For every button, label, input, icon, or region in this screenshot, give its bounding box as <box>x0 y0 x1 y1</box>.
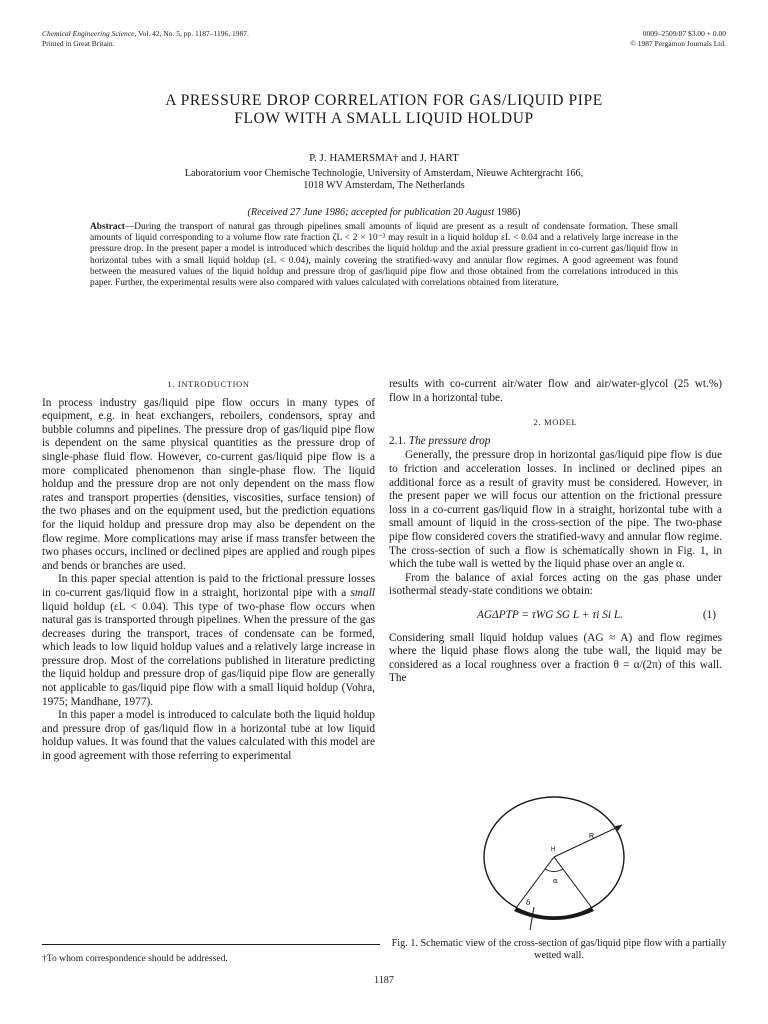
section-heading-model: 2. MODEL <box>533 418 578 428</box>
journal-volume: , Vol. 42, No. 5, pp. 1187–1196, 1987. <box>134 29 249 38</box>
subsection-heading <box>389 435 722 449</box>
footnote-rule <box>42 944 380 945</box>
film-thickness-pointer <box>530 907 534 930</box>
angle-arc <box>545 869 563 872</box>
accepted-day: 20 <box>450 207 466 218</box>
intro-p2-end: liquid holdup (εL < 0.04). This type of two-phase flow occurs when natural gas is transported through pipelines. When the pressure of the gas decreases during the transport, traces of condensate can be formed, which leads to low liquid holdup values and a relatively large increase in pressure drop. Most of the correlations published in literature predicting the liquid holdup and pressure drop of gas/liquid pipe flow are generally not applicable to gas/liquid pipe flow with a small liquid holdup (Vohra, 1975; Mandhane, 1977). <box>42 600 375 708</box>
left-column <box>42 378 375 764</box>
model-paragraph-1: Generally, the pressure drop in horizontal gas/liquid pipe flow is due to friction and acceleration losses. In inclined or declined pipes an additional force as a result of gravity must be considered. However, in the present paper we will focus our attention on the frictional pressure loss in a co-current gas/liquid flow in a straight, horizontal tube with a small amount of liquid in the cross-section of the pipe. The two-phase pipe flow considered covers the stratified-wavy and annular flow regime. The cross-section of such a flow is schematically shown in Fig. 1, in which the tube wall is wetted by the liquid phase over an angle α. <box>389 449 722 571</box>
journal-name: Chemical Engineering Science <box>42 29 135 38</box>
subsection-title: The pressure drop <box>408 434 491 447</box>
accepted-label: accepted for publication <box>351 207 451 218</box>
abstract-heading: Abstract <box>90 222 125 232</box>
affiliation <box>100 168 668 192</box>
running-header-left <box>42 29 249 48</box>
received-close: 1986) <box>494 207 521 218</box>
label-alpha: α <box>553 877 558 885</box>
figure-1-caption: Fig. 1. Schematic view of the cross-section of gas/liquid pipe flow with a partially wetted wall. <box>391 938 727 961</box>
equation-number: (1) <box>702 608 716 621</box>
affiliation-line-1: Laboratorium voor Chemische Technologie, University of Amsterdam, Nieuwe Achtergracht 166, <box>184 168 584 179</box>
authors: P. J. HAMERSMA† and J. HART <box>309 152 459 164</box>
title-line-2: FLOW WITH A SMALL LIQUID HOLDUP <box>234 110 534 127</box>
running-header-right <box>630 29 726 48</box>
figure-1-diagram <box>452 795 656 937</box>
affiliation-line-2: 1018 WV Amsterdam, The Netherlands <box>303 180 465 191</box>
abstract-text: —During the transport of natural gas through pipelines small amounts of liquid are present as a result of condensate formation. These small amounts of liquid corresponding to a volume flow rate fraction ζL < 2 × 10⁻³ may result in a liquid holdup εL < 0.04 and a relatively large increase in the pressure drop. In the present paper a model is introduced which describes the liquid holdup and the axial pressure gradient in co-current gas/liquid flow in horizontal tubes with a small liquid holdup (εL < 0.04), mainly covering the stratified-wavy and annular flow regimes. A good agreement was found between the measured values of the liquid holdup and pressure drop of gas/liquid pipe flow and those obtained from the correlations introduced in this paper. Further, the experimental results were also compared with values calculated with correlations obtained from literature. <box>90 222 678 289</box>
intro-p2-emphasis: small <box>350 586 375 599</box>
journal-citation <box>42 29 249 39</box>
received-mid: 1986; <box>322 207 352 218</box>
intro-p2-start: In this paper special attention is paid to the frictional pressure losses in co-current gas/liquid flow in a straight, horizontal pipe with a <box>42 573 375 599</box>
received-dates <box>0 207 768 218</box>
label-R: R <box>589 833 595 840</box>
liquid-film <box>514 908 594 920</box>
intro-continuation: results with co-current air/water flow and air/water-glycol (25 wt.%) flow in a horizontal tube. <box>389 378 722 404</box>
wetted-angle-left-line <box>516 857 554 908</box>
title-line-1: A PRESSURE DROP CORRELATION FOR GAS/LIQUID PIPE <box>165 92 603 109</box>
subsection-number: 2.1. <box>389 434 409 447</box>
received-month: June <box>302 207 323 218</box>
equation-body: AGΔPTP = τWG SG L + τi Si L. <box>477 608 623 621</box>
section-heading-introduction: 1. INTRODUCTION <box>167 380 250 389</box>
right-column <box>389 378 722 686</box>
label-delta: δ <box>526 899 531 907</box>
article-code: 0009–2509/87 $3.00 + 0.00 <box>642 29 726 38</box>
model-paragraph-3: Considering small liquid holdup values (AG ≈ A) and flow regimes where the liquid phase flows along the tube wall, the liquid may be considered as a local roughness over a fraction θ = α/(2π) of this wall. The <box>389 631 722 685</box>
received-open: (Received 27 <box>247 207 303 218</box>
model-paragraph-2: From the balance of axial forces acting on the gas phase under isothermal steady-state conditions we obtain: <box>389 571 722 598</box>
printed-in: Printed in Great Britain. <box>42 38 115 48</box>
paper-title <box>80 92 688 128</box>
copyright: © 1987 Pergamon Journals Ltd. <box>630 38 726 48</box>
label-H: H <box>551 847 556 853</box>
equation-1 <box>477 609 716 623</box>
wetted-angle-right-line <box>554 857 592 908</box>
footnote: †To whom correspondence should be addressed. <box>42 953 228 964</box>
radius-line <box>554 825 622 857</box>
abstract <box>90 222 678 289</box>
intro-paragraph-2 <box>42 573 375 709</box>
intro-paragraph-3: In this paper a model is introduced to calculate both the liquid holdup and pressure drop of gas/liquid flow in a horizontal tube at low liquid holdup values. It was found that the values calculated with this model are in good agreement with those referring to experimental <box>42 709 375 763</box>
accepted-month: August <box>465 207 495 218</box>
page-number: 1187 <box>374 975 394 986</box>
intro-paragraph-1: In process industry gas/liquid pipe flow occurs in many types of equipment, e.g. in heat exchangers, reboilers, condensors, spray and bubble columns and pipelines. The pressure drop of gas/liquid pipe flow is dependent on the same physical quantities as the pressure drop of single-phase fluid flow. However, co-current gas/liquid pipe flow is a more complicated phenomenon than single-phase flow. The liquid holdup and the pressure drop are not only dependent on the mass flow rates and transport properties (densities, viscosities, surface tension) of the two phases and on the equipment used, but the prediction equations for the liquid holdup and pressure drop may also be dependent on the flow regime. More complications may arise if mass transfer between the two phases occurs, inclined or declined pipes are applied and rough pipes and bends or branches are used. <box>42 396 375 572</box>
